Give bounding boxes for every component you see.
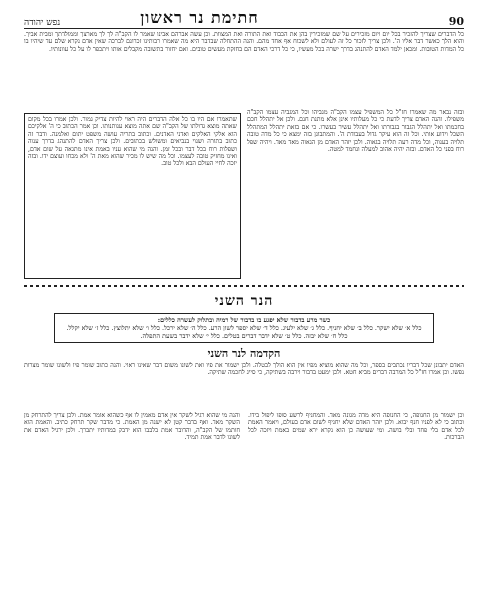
section-summary: כלל א׳ שלא ישקר. כלל ב׳ שלא יחניף. כלל ג׳ שלא ילעיג. כלל ד׳ שלא יספר לשון הרע. כלל ה׳ שלא ירכל. כלל ו׳ שלא יתלוצץ. כלל ז׳ שלא יקלל. כלל ח׳ שלא יבזה. כלל ט׳ שלא ידבר דברים בטלים. כלל י׳ שלא ידבר בשעת התפלה. xyxy=(66,324,422,340)
intro-paragraph: כל הדברים שצריך להזכיר בכל יום ויום מזכירים על שם שמזכירין בהן את הכבוד ואת התורה ואת המצוות. וכן עשה אברהם אבינו שאמר לו הקב"ה לך לך מארצך וממולדתך ומבית אביך. והוא הלך כאשר דבר אליו ה'. ולכן צריך לזכור כל זה לעולם ולא לשכוח אף אחד מהם. והנה ההתחלה שבדבר היא מה שאמרו רבותינו זכרונם לברכה שאין אדם נקרא שלם עד שיהיו בו כל המדות הטובות. ומכאן ילמד האדם להתנהג בדרך ישרה בכל מעשיו, כי כל דרכי האדם הם בחזקת מעשים טובים. ואם יחזור בתשובה מקבלים אותו ויתכפר לו על כל עוונותיו. xyxy=(24,31,464,53)
preface-text xyxy=(24,362,464,408)
lower-right-paragraph: וכן ישמור מן החנופה, כי החנופה היא מדה מגונה מאד. והמחניף לרשע סופו ליפול בידו. וכתוב כי לא לפניו חנף יבוא. ולכן יזהר האדם שלא יחניף לשום אדם בעולם, ויאמר האמת לכל אדם בלי פחד ובלי בושה. ומי שעושה כן הוא נקרא ירא שמים באמת ויזכה לכל הברכות. xyxy=(248,412,464,442)
left-column-paragraph: שתאמרו אם היו בו כל אלה הדברים היה ראוי להיות צדיק גמור. ולכן אמרו בכל מקום שאתה מוצא גדולתו של הקב"ה שם אתה מוצא ענותנותו. וכן אמר הכתוב כי ה' אלקיכם הוא אלקי האלקים ואדני האדנים. וכתוב בתריה עושה משפט יתום ואלמנה. ודבר זה כתוב בתורה ושנוי בנביאים ומשולש בכתובים. ולכן צריך האדם להתנהג בדרך ענוה ושפלות רוח בכל דבר ובכל זמן. והנה מי שהוא עניו באמת אינו מתגאה על שום אדם, ואינו מחזיק טובה לעצמו. וכל מה שיש לו מכיר שהוא מאת ה' ולא מכחו ועוצם ידו. ובזה יזכה לחיי העולם הבא ולכל טוב. xyxy=(28,116,237,168)
page-number: 90 xyxy=(448,15,464,28)
section-summary-box xyxy=(54,313,434,343)
subsection-title: הקדמה לנר השני xyxy=(207,347,281,360)
section-title: הנר השני xyxy=(214,293,274,309)
lower-columns xyxy=(24,412,464,530)
intro-text xyxy=(24,31,464,109)
right-column xyxy=(247,109,464,279)
running-head: נפש יהודה xyxy=(24,18,61,28)
document-page xyxy=(24,6,464,594)
right-column-paragraph: ובזה נבאר מה שאמרו חז"ל כל המשפיל עצמו הקב"ה מגביהו וכל המגביה עצמו הקב"ה משפילו. והנה האדם צריך לדעת כי כל מעלותיו אינן אלא מתנת חנם. ולכן אל יתהלל חכם בחכמתו ואל יתהלל הגבור בגבורתו ואל יתהלל עשיר בעשרו. כי אם בזאת יתהלל המתהלל השכל וידוע אותי. וכל זה הוא עיקר גדול בעבודת ה'. והמתבונן בזה ימצא כי כל מדה טובה תלויה בענוה, וכל מדה רעה תלויה בגאוה. ולכן יזהר האדם מן הגאוה מאד מאד. ויהיה שפל רוח בפני כל האדם. ובזה יהיה אהוב למעלה ונחמד למטה. xyxy=(247,109,464,154)
preface-paragraph: האדם יתבונן שכל דבריו נכתבים בספר, וכל מה שהוא מוציא מפיו אין הוא הולך לבטלה. ולכן ישמור את פיו ואת לשונו משום דבר שאינו ראוי. והנה כתוב שומר פיו ולשונו שומר מצרות נפשו. וכן אמרו חז"ל כל המרבה דברים מביא חטא. ולכן ימעט בדבור וירבה בשתיקה, כי סייג לחכמה שתיקה. xyxy=(24,362,464,377)
lower-right-column xyxy=(248,412,464,530)
page-header xyxy=(24,6,464,29)
right-column-text xyxy=(247,109,464,153)
lower-left-column xyxy=(24,412,240,530)
section-summary-lead: כשר מרע בדבור שלא יפגע בו בדבור של רמיה ובתלוק לעשרה כללים: xyxy=(157,316,331,324)
left-column-box xyxy=(24,113,241,279)
page-title: חתימת נר ראשון xyxy=(140,8,259,27)
lower-left-paragraph: והנה מי שהוא רגיל לשקר אין אדם מאמין לו אף כשהוא אומר אמת. ולכן צריך להתרחק מן השקר מאד. ואף בדבר קטן לא ישנה מן האמת. כי מדבר שקר תרחק כתיב. והאמת הוא חותמו של הקב"ה, והדובר אמת בלבבו הוא ידבק במדותיו יתברך. ולכן ירגיל האדם את לשונו לדבר אמת תמיד. xyxy=(24,412,240,442)
main-columns xyxy=(24,109,464,279)
ornamental-divider xyxy=(24,282,464,290)
left-column xyxy=(24,109,241,279)
